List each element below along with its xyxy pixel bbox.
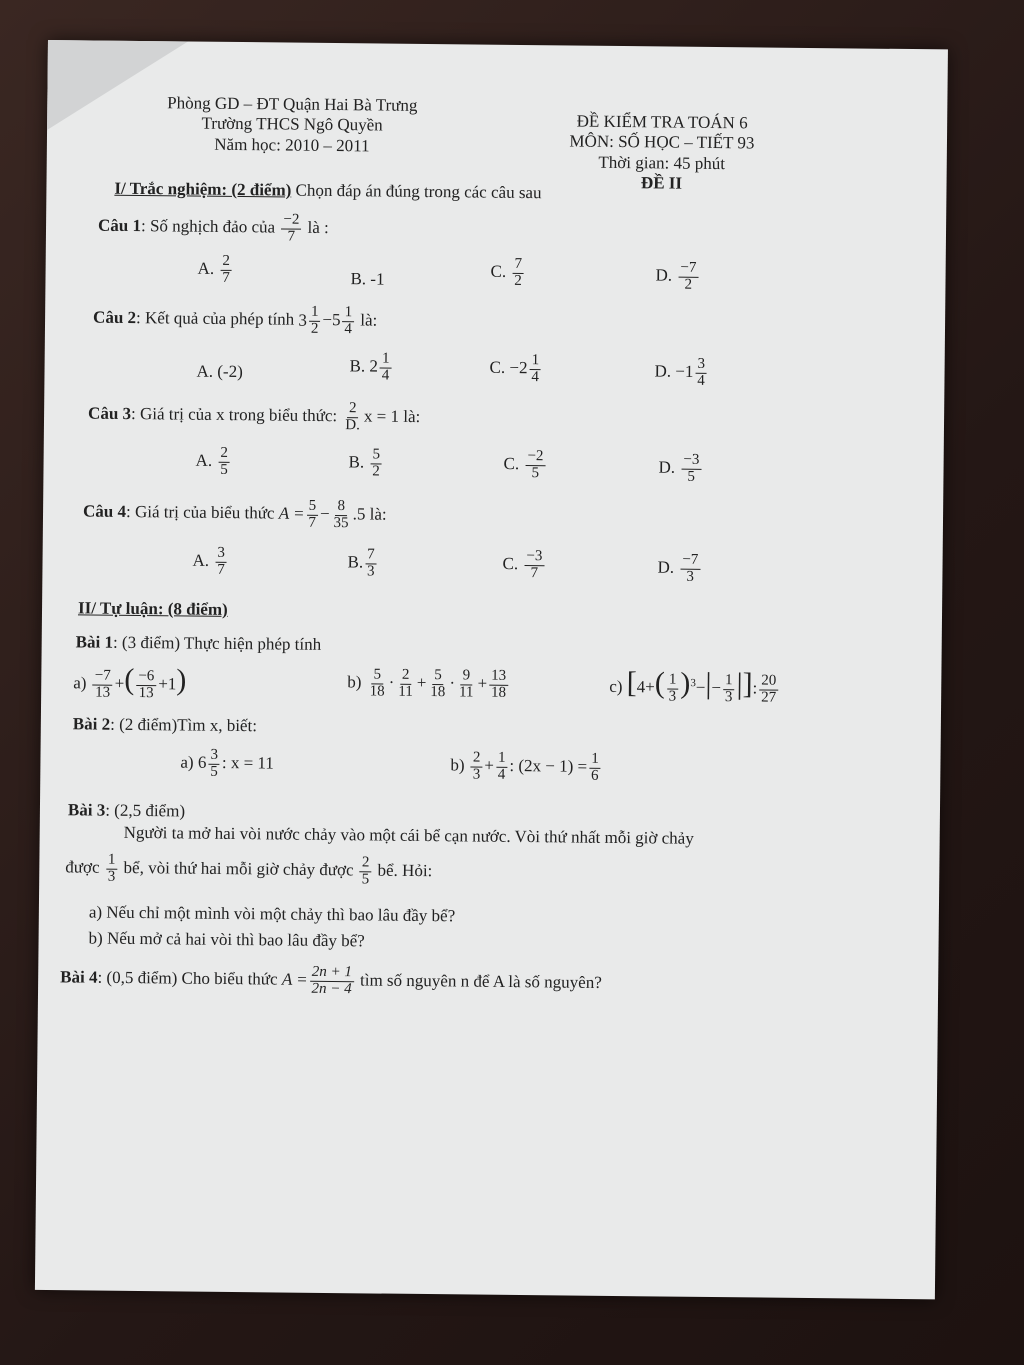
text-fragment: bể. Hỏi: xyxy=(377,860,433,881)
header-right xyxy=(546,111,777,195)
text-fragment: : Số nghịch đảo của xyxy=(140,216,276,237)
text-fragment: 1 xyxy=(530,353,542,370)
exam-time: Thời gian: 45 phút xyxy=(598,152,726,173)
fraction xyxy=(428,668,447,701)
text-fragment: 4 xyxy=(344,320,353,337)
text-fragment: Câu 3 xyxy=(87,403,132,424)
text-fragment: −2 xyxy=(509,358,528,378)
math-symbol: | xyxy=(736,667,743,701)
text-fragment: 5 xyxy=(307,499,319,516)
text-fragment: A = xyxy=(278,503,305,523)
text-fragment: + xyxy=(484,755,495,775)
ex3-line1: Người ta mở hai vòi nước chảy vào một cái bể cạn nước. Vòi thứ nhất mỗi giờ chảy xyxy=(123,822,694,848)
text-fragment: a) xyxy=(180,752,194,772)
text-fragment: b) xyxy=(450,755,465,775)
q4-option-d xyxy=(657,552,702,585)
fraction xyxy=(309,305,321,338)
math-symbol: ( xyxy=(654,666,666,700)
text-fragment: 13 xyxy=(489,669,508,686)
question-1 xyxy=(98,211,329,246)
text-fragment: : Giá trị của biểu thức xyxy=(125,501,275,523)
text-fragment: 6 xyxy=(590,767,599,784)
text-fragment: 4 xyxy=(381,367,390,384)
math-symbol: ] xyxy=(742,667,753,701)
ex1-part-b xyxy=(347,667,510,701)
text-fragment: là: xyxy=(360,310,378,330)
text-fragment: 5 xyxy=(210,763,218,780)
text-fragment: 2 xyxy=(514,272,522,289)
question-4 xyxy=(83,496,387,532)
fraction xyxy=(136,669,156,702)
q1-option-d xyxy=(655,260,700,293)
fraction xyxy=(220,254,232,287)
text-fragment: 5 xyxy=(432,668,444,685)
text-fragment: 13 xyxy=(138,684,154,701)
text-fragment: 1 xyxy=(496,751,508,768)
fraction xyxy=(589,752,601,785)
exercise-3 xyxy=(68,800,185,822)
text-fragment: 11 xyxy=(398,683,413,700)
text-fragment: Bài 4 xyxy=(60,967,98,987)
question-3 xyxy=(88,398,421,434)
text-fragment: A. xyxy=(197,258,215,278)
text-fragment: 7 xyxy=(287,228,296,245)
text-fragment: 2n − 4 xyxy=(311,980,352,997)
text-fragment: 3 xyxy=(668,688,677,705)
ex2-part-b xyxy=(450,750,603,784)
fraction xyxy=(343,401,362,434)
text-fragment: 2n + 1 xyxy=(310,965,354,982)
text-fragment: C. xyxy=(503,453,520,474)
header-left xyxy=(127,93,458,158)
text-fragment: I/ Trắc nghiệm: (2 điểm) xyxy=(114,178,292,200)
text-fragment: 1 xyxy=(667,672,679,689)
text-fragment: 3 xyxy=(724,688,733,705)
text-fragment: + xyxy=(416,673,427,693)
q4-option-c xyxy=(502,549,546,582)
exam-subject: MÔN: SỐ HỌC – TIẾT 93 xyxy=(569,131,755,153)
fraction xyxy=(368,667,387,700)
q3-option-a xyxy=(195,446,232,479)
exam-paper xyxy=(35,40,948,1299)
q1-option-b: B. -1 xyxy=(350,269,385,289)
text-fragment: 7 xyxy=(222,269,230,286)
fraction xyxy=(215,546,227,579)
q2-option-c xyxy=(489,353,543,386)
math-symbol: ) xyxy=(680,666,691,700)
ex1-part-c xyxy=(609,668,780,706)
text-fragment: 3 xyxy=(695,357,707,374)
text-fragment: −7 xyxy=(678,261,698,278)
fraction xyxy=(218,446,230,479)
text-fragment: được xyxy=(65,857,100,877)
text-fragment: 6 xyxy=(197,752,207,772)
text-fragment: Bài 1 xyxy=(75,632,114,652)
text-fragment: 1 xyxy=(723,673,735,690)
text-fragment: 5 xyxy=(371,667,383,684)
math-symbol: ) xyxy=(176,663,187,697)
ex3-question-b: b) Nếu mở cả hai vòi thì bao lâu đầy bể? xyxy=(88,928,365,951)
text-fragment: Câu 4 xyxy=(82,501,127,521)
fraction xyxy=(723,673,735,706)
fraction xyxy=(680,553,700,586)
dept-name: Phòng GD – ĐT Quận Hai Bà Trưng xyxy=(167,93,418,115)
ex3-line2 xyxy=(65,852,432,888)
part2-heading: II/ Tự luận: (8 điểm) xyxy=(77,598,228,619)
text-fragment: 11 xyxy=(458,684,474,701)
text-fragment: 4+ xyxy=(636,677,655,697)
exam-version: ĐỀ II xyxy=(640,173,683,193)
fraction xyxy=(380,351,392,384)
text-fragment: 8 xyxy=(335,499,347,516)
text-fragment: − xyxy=(319,504,330,524)
q3-option-c xyxy=(503,449,547,482)
text-fragment: Chọn đáp án đúng trong các câu sau xyxy=(295,180,542,203)
text-fragment: C. xyxy=(502,553,519,574)
text-fragment: 2 xyxy=(220,254,232,271)
text-fragment: : (2,5 điểm) xyxy=(105,800,186,821)
q2-option-d xyxy=(654,356,709,389)
text-fragment: 4 xyxy=(531,368,540,385)
text-fragment: −6 xyxy=(136,669,156,686)
fraction xyxy=(667,672,679,705)
fraction xyxy=(496,751,508,784)
text-fragment: 1 xyxy=(589,752,601,769)
exam-title: ĐỀ KIỂM TRA TOÁN 6 xyxy=(576,111,748,133)
text-fragment: Bài 2 xyxy=(72,714,111,734)
question-2 xyxy=(93,302,378,337)
text-fragment: Câu 1 xyxy=(97,215,142,236)
text-fragment: D. xyxy=(655,265,673,285)
text-fragment: 1 xyxy=(343,305,355,322)
text-fragment: A. xyxy=(195,450,213,470)
text-fragment: · xyxy=(388,672,395,692)
exercise-4 xyxy=(60,962,602,1000)
text-fragment: 1 xyxy=(106,853,118,870)
fraction xyxy=(342,305,354,338)
q4-option-b xyxy=(347,547,378,580)
text-fragment: 7 xyxy=(365,547,377,564)
text-fragment: : Giá trị của x trong biểu thức: xyxy=(130,404,338,426)
text-fragment: 9 xyxy=(461,668,473,685)
q1-option-c xyxy=(490,257,526,290)
math-symbol xyxy=(298,305,322,338)
text-fragment: tìm số nguyên n để A là số nguyên? xyxy=(359,970,602,993)
fraction xyxy=(331,499,350,532)
math-symbol: ( xyxy=(124,662,135,696)
text-fragment: D. xyxy=(345,416,360,434)
fraction xyxy=(759,673,778,706)
text-fragment: B. xyxy=(347,552,364,572)
text-fragment: 3 xyxy=(686,568,695,585)
exercise-1 xyxy=(76,632,322,655)
text-fragment: 3 xyxy=(208,748,220,765)
text-fragment: 18 xyxy=(430,683,446,700)
fraction xyxy=(695,357,707,390)
q3-option-b xyxy=(348,447,384,480)
text-fragment: −2 xyxy=(525,449,545,466)
text-fragment: Câu 2 xyxy=(93,307,137,328)
text-fragment: .5 là: xyxy=(352,504,387,524)
text-fragment: 5 xyxy=(687,468,696,485)
fraction xyxy=(681,453,701,486)
text-fragment: 2 xyxy=(471,750,483,767)
text-fragment: D. xyxy=(657,557,675,577)
text-fragment: 4 xyxy=(697,372,705,389)
fraction xyxy=(360,855,372,888)
text-fragment: · xyxy=(449,673,456,693)
fraction xyxy=(396,668,415,701)
text-fragment: 35 xyxy=(333,514,349,531)
school-name: Trường THCS Ngô Quyền xyxy=(201,114,383,135)
text-fragment: 2 xyxy=(369,356,379,376)
ex3-question-a: a) Nếu chỉ một mình vòi một chảy thì bao lâu đầy bể? xyxy=(88,902,456,926)
q1-option-a xyxy=(197,254,234,287)
text-fragment: 18 xyxy=(369,683,385,700)
text-fragment: 3 xyxy=(690,677,696,690)
text-fragment: 2 xyxy=(372,463,380,480)
q2-option-b xyxy=(349,351,393,384)
text-fragment: −3 xyxy=(524,549,544,566)
text-fragment: −1 xyxy=(675,361,694,381)
text-fragment: 3 xyxy=(107,868,116,885)
fraction xyxy=(281,212,301,245)
text-fragment: : (0,5 điểm) Cho biểu thức xyxy=(97,967,278,989)
text-fragment: : x = 11 xyxy=(221,753,274,773)
text-fragment: b) xyxy=(347,672,362,692)
text-fragment: 3 xyxy=(366,563,375,580)
fraction xyxy=(525,449,545,482)
text-fragment: 7 xyxy=(512,257,524,274)
text-fragment: 18 xyxy=(490,684,507,701)
text-fragment: : (3 điểm) Thực hiện phép tính xyxy=(112,632,322,654)
text-fragment: 2 xyxy=(360,855,372,872)
text-fragment: là : xyxy=(307,217,329,238)
text-fragment: 2 xyxy=(347,401,359,418)
text-fragment: 3 xyxy=(215,546,227,563)
text-fragment: 7 xyxy=(217,561,225,578)
text-fragment: A = xyxy=(281,969,308,989)
text-fragment: −2 xyxy=(281,212,301,229)
fraction xyxy=(93,668,113,701)
text-fragment: 2 xyxy=(218,446,230,463)
fraction xyxy=(512,257,524,290)
text-fragment: : Kết quả của phép tính xyxy=(135,308,295,329)
text-fragment: là: xyxy=(403,406,421,427)
text-fragment: 7 xyxy=(308,514,317,531)
text-fragment: −7 xyxy=(680,553,700,570)
q3-option-d xyxy=(658,452,703,485)
text-fragment: 13 xyxy=(95,684,111,701)
ex1-part-a xyxy=(73,664,186,702)
fraction xyxy=(310,965,354,998)
fraction xyxy=(678,261,698,294)
math-symbol: [ xyxy=(626,666,637,700)
text-fragment: 1 xyxy=(309,305,321,322)
text-fragment: 3 xyxy=(298,310,308,330)
text-fragment: 5 xyxy=(531,464,540,481)
text-fragment: 20 xyxy=(759,673,778,690)
fraction xyxy=(306,499,318,532)
q2-option-a: A. (-2) xyxy=(196,361,243,382)
text-fragment: D. xyxy=(654,361,672,381)
text-fragment: − xyxy=(711,677,722,698)
fraction xyxy=(489,669,508,702)
text-fragment: 1 xyxy=(380,351,392,368)
math-symbol: | xyxy=(705,666,712,700)
fraction xyxy=(524,549,544,582)
text-fragment: 5 xyxy=(361,871,370,888)
text-fragment: 27 xyxy=(761,689,777,706)
fraction xyxy=(208,748,220,781)
fraction xyxy=(529,353,541,386)
text-fragment: A. xyxy=(192,550,210,570)
text-fragment: : (2 điểm)Tìm x, biết: xyxy=(110,714,258,736)
text-fragment: 2 xyxy=(400,668,412,685)
text-fragment: −5 xyxy=(322,310,341,330)
text-fragment: + xyxy=(477,673,488,693)
text-fragment: + xyxy=(114,673,125,693)
text-fragment: −3 xyxy=(681,453,701,470)
text-fragment: 5 xyxy=(370,447,382,464)
ex2-part-a xyxy=(180,747,274,780)
text-fragment: bể, vòi thứ hai mỗi giờ chảy được xyxy=(123,857,354,880)
fraction xyxy=(471,750,483,783)
text-fragment: −7 xyxy=(93,668,113,685)
text-fragment: +1 xyxy=(158,674,177,694)
text-fragment: 2 xyxy=(310,320,319,337)
text-fragment: 2 xyxy=(684,276,693,293)
text-fragment: 7 xyxy=(530,564,539,581)
text-fragment: − xyxy=(695,677,706,697)
text-fragment: 3 xyxy=(472,766,481,783)
fraction xyxy=(365,547,377,580)
q4-option-a xyxy=(192,546,229,579)
text-fragment: B. xyxy=(348,452,365,472)
text-fragment: C. xyxy=(490,261,507,281)
school-year: Năm học: 2010 – 2011 xyxy=(214,134,370,156)
text-fragment: a) xyxy=(73,673,87,693)
part1-heading xyxy=(114,179,541,204)
text-fragment: C. xyxy=(489,357,506,377)
fraction xyxy=(457,668,476,701)
text-fragment: Bài 3 xyxy=(67,800,106,820)
text-fragment: c) xyxy=(609,676,623,697)
text-fragment: D. xyxy=(658,457,676,477)
fraction xyxy=(106,853,118,886)
fraction xyxy=(370,447,382,480)
text-fragment: : xyxy=(752,678,758,698)
text-fragment: : (2x − 1) = xyxy=(509,756,588,776)
exercise-2 xyxy=(73,714,257,736)
text-fragment: 5 xyxy=(220,461,228,478)
text-fragment: x = 1 xyxy=(363,406,400,426)
text-fragment: B. xyxy=(349,356,366,376)
text-fragment: 4 xyxy=(497,766,506,783)
